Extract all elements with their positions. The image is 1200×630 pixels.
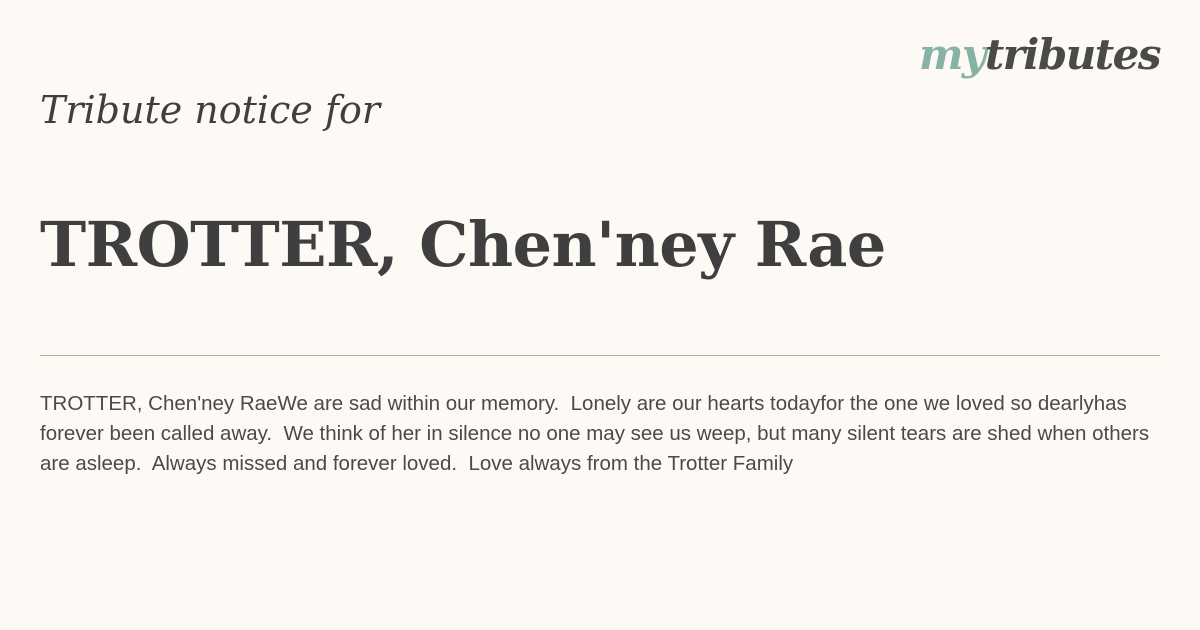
logo-suffix: tributes	[984, 30, 1160, 79]
logo-prefix: my	[918, 30, 985, 79]
deceased-name: TROTTER, Chen'ney Rae	[40, 208, 886, 281]
tribute-message: TROTTER, Chen'ney RaeWe are sad within our memory. Lonely are our hearts todayfor the one we loved so dearlyhas forever been called away. We think of her in silence no one may see us weep, but many silent tears are shed when others are asleep. Always missed and forever loved. Love always from the Trotter Family	[40, 392, 1155, 475]
notice-subtitle: Tribute notice for	[40, 88, 381, 132]
section-divider	[40, 355, 1160, 356]
mytributes-logo	[918, 30, 1160, 79]
